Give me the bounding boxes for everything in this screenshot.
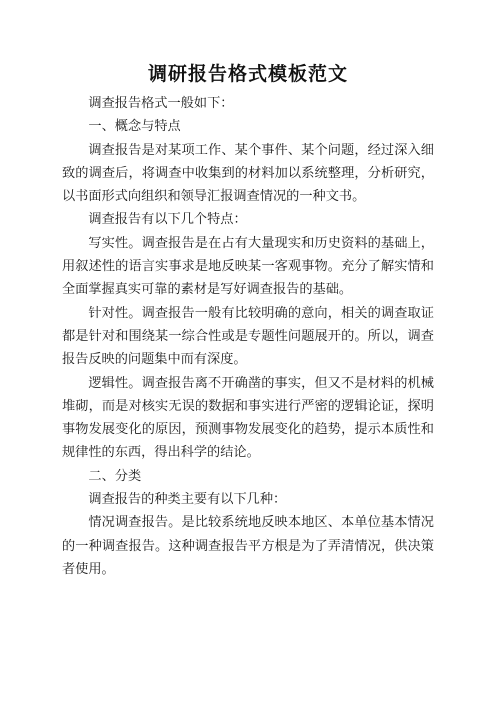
paragraph-pertinence: 针对性。调查报告一般有比较明确的意向，相关的调查取证都是针对和围绕某一综合性或是专题性问题展开的。所以，调查报告反映的问题集中而有深度。 bbox=[62, 305, 434, 368]
paragraph-types-intro: 调查报告的种类主要有以下几种： bbox=[88, 492, 287, 508]
document-body bbox=[62, 92, 434, 581]
paragraph-logic: 逻辑性。调查报告离不开确凿的事实，但又不是材料的机械堆砌，而是对核实无误的数据和事实进行严密的逻辑论证，探明事物发展变化的原因，预测事物发展变化的趋势，提示本质性和规律性的东西，得出科学的结论。 bbox=[62, 375, 434, 461]
paragraph-format-intro: 调查报告格式一般如下： bbox=[88, 96, 234, 111]
paragraph-features-intro: 调查报告有以下几个特点： bbox=[88, 212, 247, 228]
document-title: 调研报告格式模板范文 bbox=[147, 63, 348, 85]
section-heading-classification: 二、分类 bbox=[88, 468, 142, 484]
paragraph-situation-report: 情况调查报告。是比较系统地反映本地区、本单位基本情况的一种调查报告。这种调查报告平方根是为了弄清情况，供决策者使用。 bbox=[62, 515, 434, 577]
paragraph-definition: 调查报告是对某项工作、某个事件、某个问题，经过深入细致的调查后，将调查中收集到的材料加以系统整理，分析研究，以书面形式向组织和领导汇报调查情况的一种文书。 bbox=[62, 142, 434, 205]
paragraph-realism: 写实性。调查报告是在占有大量现实和历史资料的基础上，用叙述性的语言实事求是地反映某一客观事物。充分了解实情和全面掌握真实可靠的素材是写好调查报告的基础。 bbox=[62, 235, 434, 298]
section-heading-concept: 一、概念与特点 bbox=[88, 119, 181, 135]
